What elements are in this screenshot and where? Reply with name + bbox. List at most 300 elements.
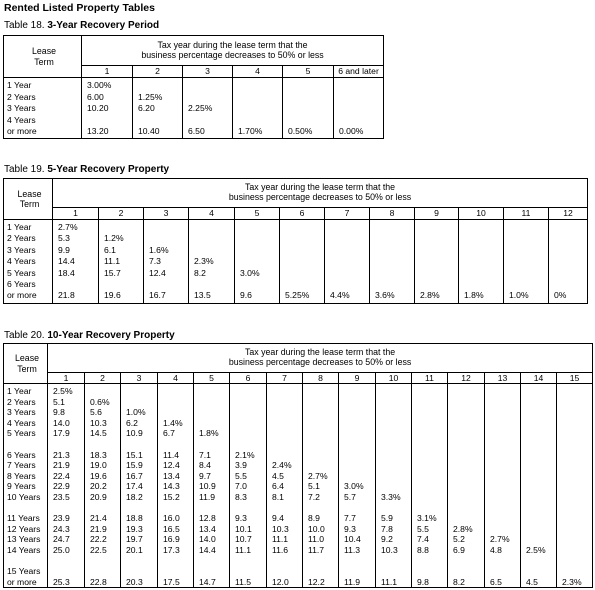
percentage-value: 12.8	[199, 513, 216, 524]
percentage-value: 5.1	[53, 396, 65, 407]
percentage-value	[339, 115, 383, 127]
percentage-value: 6.5	[490, 576, 502, 587]
lease-term-label: 4 Years	[7, 114, 36, 125]
percentage-value	[285, 279, 324, 290]
percentage-value: 2.3%	[194, 256, 214, 267]
table-caption-title: 10-Year Recovery Property	[44, 330, 175, 341]
percentage-value	[199, 397, 229, 408]
percentage-value: 5.25%	[285, 290, 310, 301]
percentage-value	[417, 566, 447, 577]
percentage-value: 17.4	[126, 481, 143, 492]
percentage-value	[90, 556, 120, 567]
percentage-value	[240, 256, 279, 267]
percentage-value	[126, 439, 157, 450]
percentage-value: 15.9	[126, 460, 143, 471]
percentage-value: 15.2	[163, 491, 180, 502]
percentage-value	[188, 115, 232, 127]
year-column-header: 9	[415, 208, 459, 220]
percentage-value	[381, 386, 411, 397]
percentage-value: 21.3	[53, 449, 70, 460]
percentage-value: 0.00%	[339, 126, 364, 137]
year-column-values	[325, 220, 370, 304]
year-column-header: 6 and later	[334, 66, 384, 78]
percentage-value	[344, 428, 375, 439]
year-column-values	[412, 384, 448, 588]
year-column-values	[459, 220, 504, 304]
percentage-value	[339, 80, 383, 92]
percentage-value	[344, 503, 375, 514]
year-column-header: 14	[521, 373, 557, 384]
percentage-value	[417, 450, 447, 461]
percentage-value	[330, 279, 369, 290]
percentage-value	[272, 428, 302, 439]
percentage-value	[490, 386, 520, 397]
percentage-value	[285, 233, 324, 244]
percentage-value	[240, 245, 279, 256]
year-column-values	[144, 220, 189, 304]
percentage-value: 9.3	[344, 523, 356, 534]
lease-term-label: 7 Years	[7, 460, 36, 471]
percentage-value: 12.4	[163, 460, 180, 471]
percentage-value	[453, 513, 484, 524]
percentage-value	[272, 439, 302, 450]
percentage-value	[453, 566, 484, 577]
percentage-value	[453, 460, 484, 471]
table-caption-title: 5-Year Recovery Property	[44, 164, 170, 175]
percentage-value: 13.5	[194, 290, 211, 301]
tax-year-header: Tax year during the lease term that the business percentage decreases to 50% or less	[82, 36, 384, 66]
percentage-value	[199, 386, 229, 397]
percentage-value	[562, 460, 592, 471]
percentage-value	[308, 439, 338, 450]
year-column-values	[85, 384, 121, 588]
percentage-value	[526, 460, 556, 471]
percentage-value: 19.3	[126, 523, 143, 534]
percentage-value	[308, 566, 338, 577]
percentage-value: 11.1	[235, 544, 252, 555]
percentage-value	[90, 439, 120, 450]
percentage-value	[464, 256, 503, 267]
percentage-value	[453, 556, 484, 567]
percentage-value: 11.4	[163, 449, 180, 460]
percentage-value: 14.4	[58, 256, 75, 267]
year-column-header: 5	[194, 373, 230, 384]
percentage-value	[453, 428, 484, 439]
percentage-value	[526, 524, 556, 535]
year-column-values	[99, 220, 144, 304]
percentage-value	[417, 407, 447, 418]
year-column-values	[376, 384, 412, 588]
percentage-value	[417, 439, 447, 450]
year-column-header: 10	[376, 373, 412, 384]
percentage-value	[453, 407, 484, 418]
percentage-value: 9.9	[58, 244, 70, 255]
percentage-value	[509, 245, 548, 256]
percentage-value: 2.4%	[272, 460, 292, 471]
percentage-value: 3.1%	[417, 513, 437, 524]
year-column-header: 4	[233, 66, 283, 78]
percentage-value	[417, 503, 447, 514]
percentage-value	[554, 222, 587, 233]
percentage-value	[490, 418, 520, 429]
year-column-values	[158, 384, 194, 588]
percentage-value	[490, 471, 520, 482]
percentage-value	[562, 471, 592, 482]
percentage-value	[490, 524, 520, 535]
percentage-value: 10.1	[235, 523, 252, 534]
percentage-value	[464, 245, 503, 256]
percentage-value	[554, 279, 587, 290]
percentage-value	[235, 418, 266, 429]
percentage-value	[490, 407, 520, 418]
percentage-value: 10.0	[308, 523, 325, 534]
percentage-value: 22.9	[53, 481, 70, 492]
percentage-value	[453, 503, 484, 514]
percentage-value: 3.00%	[87, 80, 112, 90]
percentage-value	[417, 397, 447, 408]
lease-term-label: 10 Years	[7, 491, 41, 502]
percentage-value: 22.4	[53, 470, 70, 481]
percentage-value	[126, 556, 157, 567]
percentage-value: 3.6%	[375, 290, 395, 301]
percentage-value: 6.2	[126, 417, 138, 428]
percentage-value	[562, 450, 592, 461]
lease-term-label: 4 Years	[7, 417, 36, 428]
percentage-value	[490, 428, 520, 439]
percentage-value	[381, 566, 411, 577]
percentage-value	[272, 556, 302, 567]
percentage-value	[490, 397, 520, 408]
year-column-values	[283, 78, 334, 139]
percentage-value	[138, 115, 182, 127]
percentage-value	[420, 256, 458, 267]
percentage-value	[562, 524, 592, 535]
percentage-value	[104, 222, 143, 233]
percentage-value	[240, 222, 279, 233]
percentage-value: 8.8	[417, 544, 429, 555]
percentage-value	[490, 513, 520, 524]
percentage-value	[330, 222, 369, 233]
recovery-table-10-year	[3, 343, 593, 588]
percentage-value: 14.0	[53, 417, 70, 428]
percentage-value	[138, 80, 182, 92]
year-column-values	[82, 78, 133, 139]
percentage-value	[272, 418, 302, 429]
percentage-value: 7.1	[199, 449, 211, 460]
percentage-value: 23.5	[53, 491, 70, 502]
percentage-value: 10.4	[344, 534, 361, 545]
percentage-value: 21.9	[90, 523, 107, 534]
year-column-values	[235, 220, 280, 304]
percentage-value	[509, 222, 548, 233]
percentage-value: 11.1	[272, 534, 289, 545]
percentage-value: 6.20	[138, 103, 155, 114]
percentage-value	[272, 397, 302, 408]
percentage-value	[235, 397, 266, 408]
percentage-value	[554, 256, 587, 267]
percentage-value	[381, 397, 411, 408]
percentage-value	[420, 222, 458, 233]
year-column-header: 3	[144, 208, 189, 220]
percentage-value	[90, 503, 120, 514]
percentage-value: 18.3	[90, 449, 107, 460]
percentage-value	[163, 439, 193, 450]
percentage-value	[526, 386, 556, 397]
percentage-value: 6.1	[104, 244, 116, 255]
percentage-value: 22.2	[90, 534, 107, 545]
percentage-value: 0.6%	[90, 396, 110, 407]
percentage-value	[417, 492, 447, 503]
percentage-value	[330, 245, 369, 256]
percentage-value: 14.3	[163, 481, 180, 492]
year-column-header: 2	[133, 66, 183, 78]
percentage-value: 17.9	[53, 428, 70, 439]
percentage-value: 1.2%	[104, 233, 124, 244]
percentage-value: 4.5	[526, 576, 538, 587]
percentage-value	[240, 233, 279, 244]
year-column-header: 1	[48, 373, 85, 384]
lease-term-label: 3 Years	[7, 244, 36, 255]
year-column-header: 4	[189, 208, 235, 220]
percentage-value	[90, 566, 120, 577]
percentage-value	[199, 566, 229, 577]
percentage-value	[453, 418, 484, 429]
percentage-value: 11.7	[308, 544, 325, 555]
percentage-value	[330, 233, 369, 244]
year-column-header: 2	[85, 373, 121, 384]
percentage-value	[339, 92, 383, 104]
percentage-value: 6.4	[272, 481, 284, 492]
percentage-value: 1.0%	[126, 407, 146, 418]
percentage-value	[285, 222, 324, 233]
year-column-header: 7	[267, 373, 303, 384]
percentage-value: 8.4	[199, 460, 211, 471]
percentage-value: 23.9	[53, 513, 70, 524]
percentage-value: 6.00	[87, 91, 104, 102]
percentage-value	[272, 566, 302, 577]
year-column-header: 2	[99, 208, 144, 220]
lease-term-label: 14 Years	[7, 544, 41, 555]
percentage-value	[381, 503, 411, 514]
percentage-value	[490, 492, 520, 503]
lease-term-label: 3 Years	[7, 103, 36, 114]
percentage-value: 8.1	[272, 491, 284, 502]
percentage-value: 5.5	[235, 470, 247, 481]
percentage-value	[199, 503, 229, 514]
tax-year-header: Tax year during the lease term that the business percentage decreases to 50% or less	[48, 344, 593, 373]
percentage-value: 13.20	[87, 126, 109, 137]
percentage-value	[381, 481, 411, 492]
percentage-value	[199, 439, 229, 450]
percentage-value	[420, 245, 458, 256]
year-column-values	[370, 220, 415, 304]
percentage-value	[126, 503, 157, 514]
percentage-value	[308, 428, 338, 439]
percentage-value: 16.7	[149, 290, 166, 301]
percentage-value: 24.7	[53, 534, 70, 545]
percentage-value	[163, 503, 193, 514]
percentage-value	[58, 279, 98, 290]
percentage-value: 6.7	[163, 428, 175, 439]
percentage-value: 2.1%	[235, 449, 255, 460]
lease-term-label: 8 Years	[7, 470, 36, 481]
table-caption	[4, 331, 175, 341]
year-column-values	[339, 384, 376, 588]
percentage-value	[490, 503, 520, 514]
year-column-values	[415, 220, 459, 304]
percentage-value	[464, 268, 503, 279]
percentage-value: 9.8	[417, 576, 429, 587]
percentage-value	[526, 450, 556, 461]
percentage-value	[526, 513, 556, 524]
lease-term-label	[4, 503, 47, 514]
year-column-values	[448, 384, 485, 588]
percentage-value	[526, 428, 556, 439]
percentage-value: 6.9	[453, 544, 465, 555]
lease-term-header: Lease Term	[4, 36, 82, 78]
percentage-value	[149, 233, 188, 244]
percentage-value: 2.3%	[562, 576, 582, 587]
percentage-value: 1.6%	[149, 244, 169, 255]
tax-year-header: Tax year during the lease term that the business percentage decreases to 50% or less	[53, 179, 588, 208]
percentage-value	[381, 556, 411, 567]
year-column-header: 6	[280, 208, 325, 220]
percentage-value: 11.1	[381, 576, 398, 587]
percentage-value: 25.0	[53, 544, 70, 555]
percentage-value: 2.7%	[58, 222, 78, 232]
percentage-value	[163, 386, 193, 397]
table-caption-title: 3-Year Recovery Period	[44, 20, 160, 31]
percentage-value	[308, 418, 338, 429]
percentage-value	[104, 279, 143, 290]
percentage-value	[235, 428, 266, 439]
percentage-value	[490, 460, 520, 471]
percentage-value	[509, 256, 548, 267]
lease-term-label: or more	[7, 126, 37, 137]
lease-term-label: 1 Year	[7, 80, 32, 90]
percentage-value: 5.3	[58, 233, 70, 244]
percentage-value	[235, 386, 266, 397]
year-column-header: 1	[53, 208, 99, 220]
percentage-value	[375, 268, 414, 279]
percentage-value	[344, 397, 375, 408]
percentage-value	[562, 439, 592, 450]
percentage-value: 11.9	[344, 576, 361, 587]
percentage-value	[194, 245, 234, 256]
lease-term-label: 11 Years	[7, 513, 40, 524]
percentage-value: 10.3	[90, 417, 107, 428]
percentage-value: 7.2	[308, 491, 320, 502]
percentage-value: 4.4%	[330, 290, 350, 301]
percentage-value: 10.40	[138, 126, 160, 137]
percentage-value	[199, 407, 229, 418]
percentage-value	[235, 407, 266, 418]
percentage-value	[526, 439, 556, 450]
percentage-value: 13.4	[163, 470, 180, 481]
year-column-values	[183, 78, 233, 139]
lease-term-label: 13 Years	[7, 534, 41, 545]
year-column-values	[303, 384, 339, 588]
lease-term-header: Lease Term	[4, 344, 48, 384]
percentage-value	[417, 556, 447, 567]
lease-term-labels	[4, 220, 53, 304]
percentage-value	[562, 503, 592, 514]
percentage-value	[194, 233, 234, 244]
percentage-value	[381, 460, 411, 471]
year-column-values	[230, 384, 267, 588]
percentage-value	[238, 80, 282, 92]
year-column-values	[504, 220, 549, 304]
percentage-value	[235, 566, 266, 577]
year-column-header: 7	[325, 208, 370, 220]
year-column-values	[557, 384, 593, 588]
percentage-value	[464, 233, 503, 244]
percentage-value	[562, 386, 592, 397]
lease-term-label: 15 Years	[7, 566, 41, 577]
percentage-value: 1.25%	[138, 91, 163, 102]
percentage-value: 19.6	[90, 470, 107, 481]
percentage-value	[526, 481, 556, 492]
percentage-value: 13.4	[199, 523, 216, 534]
year-column-header: 9	[339, 373, 376, 384]
year-column-values	[121, 384, 158, 588]
lease-term-label: 2 Years	[7, 396, 36, 407]
percentage-value: 9.6	[240, 290, 252, 301]
year-column-header: 11	[412, 373, 448, 384]
percentage-value: 9.4	[272, 513, 284, 524]
percentage-value: 2.7%	[308, 470, 328, 481]
year-column-values	[194, 384, 230, 588]
percentage-value	[490, 566, 520, 577]
percentage-value	[420, 233, 458, 244]
percentage-value	[381, 439, 411, 450]
percentage-value	[417, 418, 447, 429]
percentage-value	[417, 428, 447, 439]
percentage-value: 5.6	[90, 407, 102, 418]
percentage-value: 20.1	[126, 544, 143, 555]
percentage-value: 15.7	[104, 267, 121, 278]
percentage-value: 5.7	[344, 491, 356, 502]
percentage-value: 12.2	[308, 576, 325, 587]
percentage-value	[272, 407, 302, 418]
percentage-value: 1.4%	[163, 417, 183, 428]
percentage-value	[375, 256, 414, 267]
percentage-value: 12.0	[272, 576, 289, 587]
percentage-value: 6.50	[188, 126, 205, 137]
percentage-value	[235, 556, 266, 567]
lease-term-header: Lease Term	[4, 179, 53, 220]
percentage-value	[194, 279, 234, 290]
year-column-header: 5	[283, 66, 334, 78]
percentage-value: 10.9	[126, 428, 143, 439]
year-column-values	[189, 220, 235, 304]
year-column-header: 12	[549, 208, 588, 220]
percentage-value: 11.1	[104, 256, 121, 267]
percentage-value	[163, 566, 193, 577]
percentage-value: 5.1	[308, 481, 320, 492]
percentage-value	[285, 268, 324, 279]
percentage-value: 9.2	[381, 534, 393, 545]
year-column-values	[133, 78, 183, 139]
percentage-value	[238, 115, 282, 127]
percentage-value	[330, 256, 369, 267]
percentage-value	[509, 279, 548, 290]
percentage-value	[375, 233, 414, 244]
percentage-value	[53, 566, 84, 577]
recovery-table-5-year	[3, 178, 588, 304]
percentage-value: 1.8%	[464, 290, 484, 301]
percentage-value: 16.5	[163, 523, 180, 534]
